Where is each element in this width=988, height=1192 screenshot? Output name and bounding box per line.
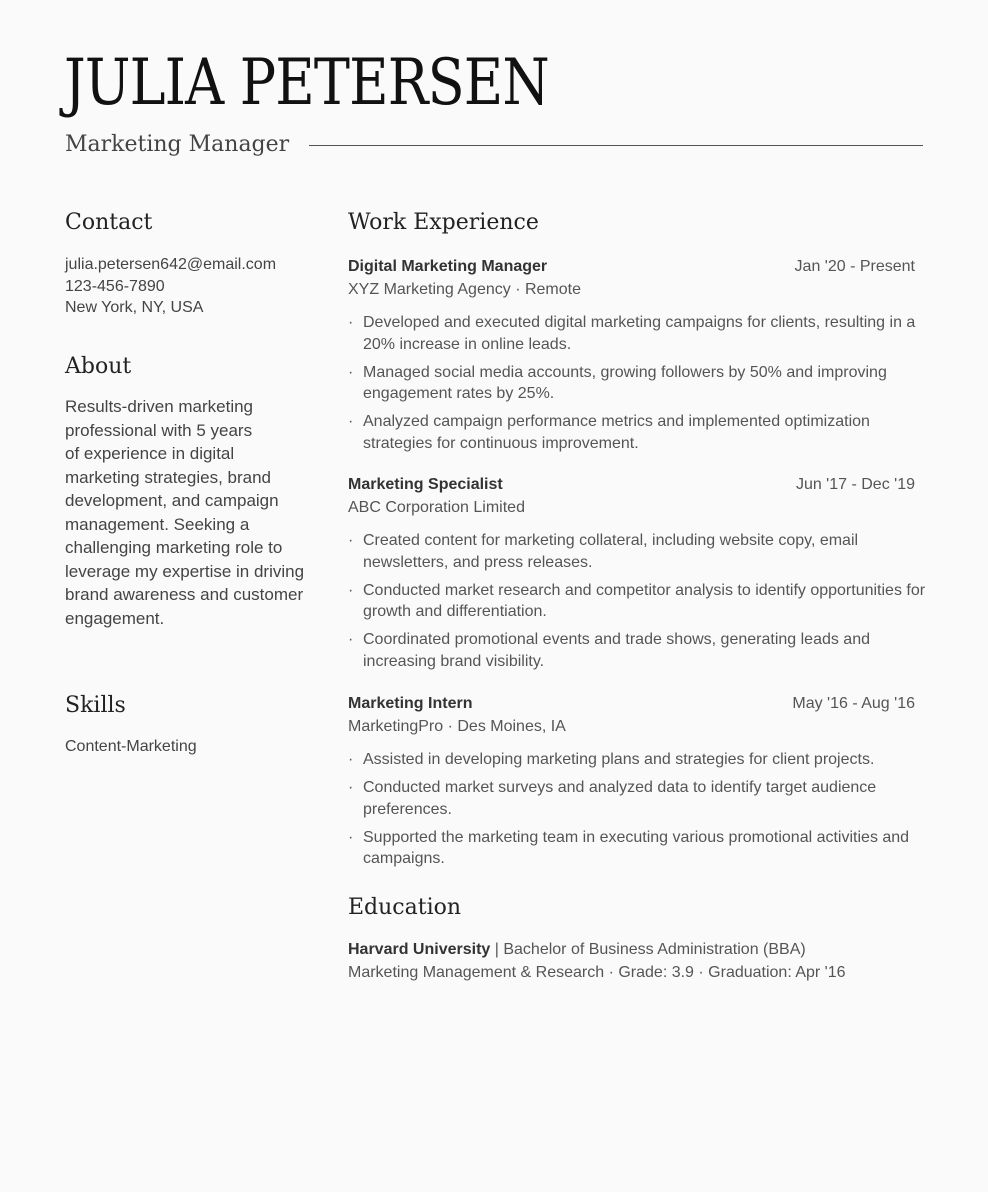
job-entry bbox=[348, 474, 928, 679]
about-line: management. Seeking a bbox=[65, 514, 250, 534]
contact-phone[interactable]: 123-456-7890 bbox=[65, 277, 165, 295]
job-organization: XYZ Marketing Agency · Remote bbox=[348, 281, 581, 298]
about-line: marketing strategies, brand bbox=[65, 467, 271, 487]
job-organization: MarketingPro · Des Moines, IA bbox=[348, 718, 566, 735]
about-line: engagement. bbox=[65, 608, 165, 628]
about-line: challenging marketing role to bbox=[65, 538, 283, 557]
education-section bbox=[348, 895, 928, 984]
header-divider bbox=[309, 145, 923, 146]
job-dates: May '16 - Aug '16 bbox=[792, 695, 915, 712]
education-heading: Education bbox=[348, 895, 462, 920]
work-experience-heading: Work Experience bbox=[348, 210, 539, 235]
job-bullet: · Managed social media accounts, growing followers by 50% and improving engagement rates by 25%. bbox=[348, 362, 928, 405]
job-dates: Jan '20 - Present bbox=[794, 258, 915, 275]
job-bullets bbox=[348, 749, 928, 870]
about-line: professional with 5 years bbox=[65, 420, 253, 440]
about-text bbox=[65, 395, 320, 630]
education-degree: | Bachelor of Business Administration (BBA) bbox=[490, 941, 806, 958]
about-section bbox=[65, 354, 320, 630]
education-school: Harvard University bbox=[348, 941, 491, 958]
job-bullet: · Assisted in developing marketing plans and strategies for client projects. bbox=[348, 749, 928, 771]
contact-location: New York, NY, USA bbox=[65, 299, 204, 316]
job-bullet: · Developed and executed digital marketing campaigns for clients, resulting in a 20% increase in online leads. bbox=[348, 312, 928, 355]
job-title: Digital Marketing Manager bbox=[348, 258, 548, 275]
skills-heading: Skills bbox=[65, 693, 126, 718]
job-dates: Jun '17 - Dec '19 bbox=[795, 476, 915, 493]
about-line: of experience in digital bbox=[65, 444, 235, 463]
job-bullet: · Created content for marketing collateral, including website copy, email newsletters, and press releases. bbox=[348, 530, 928, 573]
education-degree-line bbox=[348, 938, 928, 961]
job-role-title: Marketing Manager bbox=[65, 132, 290, 157]
job-bullet: · Coordinated promotional events and trade shows, generating leads and increasing brand visibility. bbox=[348, 629, 928, 672]
contact-heading: Contact bbox=[65, 210, 153, 235]
job-bullet: · Analyzed campaign performance metrics and implemented optimization strategies for continuous improvement. bbox=[348, 411, 928, 454]
about-line: Results-driven marketing bbox=[65, 397, 254, 416]
job-title: Marketing Specialist bbox=[348, 476, 503, 493]
job-entry bbox=[348, 256, 928, 461]
job-bullet: · Conducted market research and competitor analysis to identify opportunities for growth and differentiation. bbox=[348, 580, 928, 623]
role-row bbox=[65, 132, 923, 157]
job-bullet: · Supported the marketing team in executing various promotional activities and campaigns. bbox=[348, 827, 928, 870]
about-heading: About bbox=[65, 354, 132, 379]
candidate-name: JULIA PETERSEN bbox=[64, 46, 549, 120]
skill-item: Content-Marketing bbox=[65, 738, 197, 755]
job-title: Marketing Intern bbox=[348, 695, 473, 712]
about-line: development, and campaign bbox=[65, 491, 279, 510]
about-line: brand awareness and customer bbox=[65, 585, 304, 604]
job-bullet: · Conducted market surveys and analyzed data to identify target audience preferences. bbox=[348, 777, 928, 820]
education-details: Marketing Management & Research · Grade: 3.9 · Graduation: Apr '16 bbox=[348, 964, 846, 981]
job-organization: ABC Corporation Limited bbox=[348, 499, 525, 516]
job-entry bbox=[348, 693, 928, 876]
contact-section bbox=[65, 210, 320, 319]
about-line: leverage my expertise in driving bbox=[65, 561, 305, 581]
job-bullets bbox=[348, 530, 928, 672]
job-bullets bbox=[348, 312, 928, 454]
skills-section bbox=[65, 693, 320, 758]
contact-email[interactable]: julia.petersen642@email.com bbox=[65, 256, 277, 273]
